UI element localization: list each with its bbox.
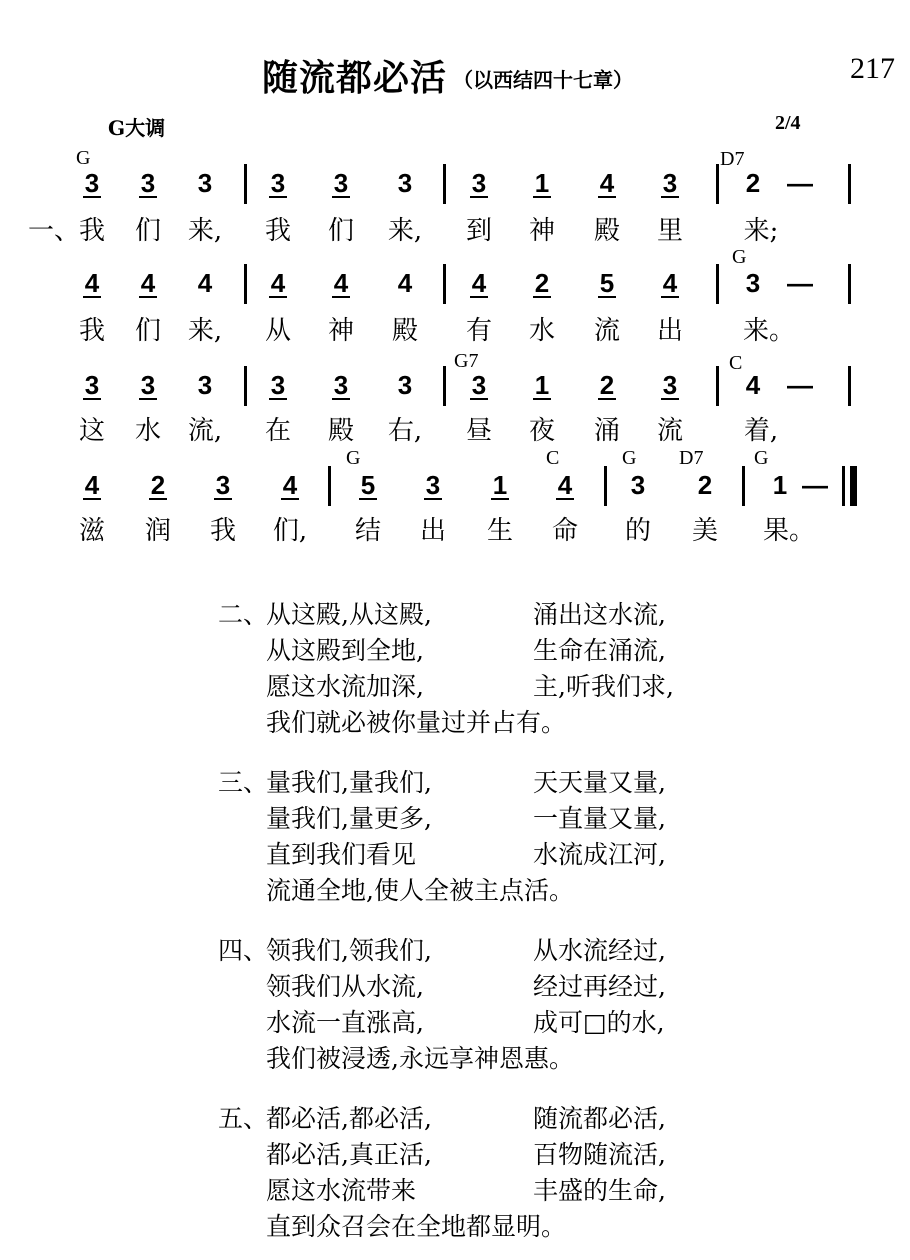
stanza-line-right: 水流成江河, bbox=[533, 840, 666, 869]
note-digit: 3 bbox=[140, 168, 156, 198]
stanza-line-right: 一直量又量, bbox=[533, 804, 666, 833]
stanza-line-left: 直到我们看见 bbox=[266, 840, 417, 869]
lyric-syllable: 夜 bbox=[528, 416, 555, 446]
lyric-syllable: 殿 bbox=[391, 316, 418, 346]
lyric-syllable: 出 bbox=[419, 516, 446, 546]
lyric-syllable: 神 bbox=[327, 316, 354, 346]
lyric-syllable: 润 bbox=[144, 516, 171, 546]
barline bbox=[848, 164, 851, 204]
jianpu-note bbox=[389, 370, 421, 400]
jianpu-note bbox=[463, 268, 495, 298]
note-digit: 3 bbox=[84, 168, 100, 198]
chord-symbol: G bbox=[76, 147, 91, 169]
stanza-line-right: 百物随流活, bbox=[533, 1140, 666, 1169]
jianpu-note bbox=[549, 470, 581, 500]
jianpu-note bbox=[526, 370, 558, 400]
jianpu-note bbox=[76, 370, 108, 400]
note-digit: 5 bbox=[599, 268, 615, 298]
sustain-dash: — bbox=[787, 268, 813, 298]
jianpu-note bbox=[132, 168, 164, 198]
stanza-number: 二、 bbox=[218, 600, 269, 629]
note-digit: 4 bbox=[140, 268, 156, 298]
jianpu-note bbox=[352, 470, 384, 500]
note-digit: 3 bbox=[471, 370, 487, 400]
note-digit: 3 bbox=[471, 168, 487, 198]
stanza-line-left: 量我们,量更多, bbox=[266, 804, 432, 833]
stanza-line-right: 经过再经过, bbox=[533, 972, 666, 1001]
jianpu-note bbox=[526, 168, 558, 198]
note-digit: 4 bbox=[599, 168, 615, 198]
note-digit: 4 bbox=[557, 470, 573, 500]
jianpu-note bbox=[142, 470, 174, 500]
time-signature: 2/4 bbox=[775, 112, 801, 134]
note-digit: 5 bbox=[360, 470, 376, 500]
final-barline-thick bbox=[850, 466, 857, 506]
sustain-dash: — bbox=[787, 370, 813, 400]
note-digit: 3 bbox=[397, 370, 413, 400]
lyric-syllable: 这 bbox=[78, 416, 105, 446]
note-digit: 2 bbox=[150, 470, 166, 500]
note-digit: 2 bbox=[697, 470, 713, 500]
jianpu-note bbox=[262, 168, 294, 198]
lyric-syllable: 的 bbox=[624, 516, 651, 546]
chord-symbol: C bbox=[546, 447, 560, 469]
note-digit: 4 bbox=[270, 268, 286, 298]
page-number: 217 bbox=[850, 52, 895, 85]
note-digit: 2 bbox=[534, 268, 550, 298]
stanza-line-right: 主,听我们求, bbox=[533, 672, 674, 701]
jianpu-note bbox=[262, 268, 294, 298]
lyric-syllable: 我 bbox=[209, 516, 236, 546]
jianpu-note bbox=[189, 168, 221, 198]
note-digit: 1 bbox=[534, 168, 550, 198]
jianpu-note bbox=[389, 268, 421, 298]
stanza-line-left: 都必活,都必活, bbox=[266, 1104, 432, 1133]
stanza-line-right: 成可□的水, bbox=[533, 1008, 665, 1037]
lyric-syllable: 流 bbox=[593, 316, 620, 346]
note-digit: 1 bbox=[492, 470, 508, 500]
stanza-number: 三、 bbox=[218, 768, 269, 797]
note-digit: 4 bbox=[333, 268, 349, 298]
jianpu-note bbox=[325, 370, 357, 400]
jianpu-note bbox=[764, 470, 796, 500]
jianpu-note bbox=[417, 470, 449, 500]
lyric-syllable: 们, bbox=[272, 516, 308, 546]
jianpu-note bbox=[654, 168, 686, 198]
lyric-syllable: 到 bbox=[465, 216, 492, 246]
lyric-syllable: 来, bbox=[187, 316, 223, 346]
stanza-line-right: 天天量又量, bbox=[533, 768, 666, 797]
chord-symbol: D7 bbox=[679, 447, 704, 469]
jianpu-note bbox=[325, 268, 357, 298]
stanza-line-right: 涌出这水流, bbox=[533, 600, 666, 629]
song-subtitle: （以西结四十七章） bbox=[453, 68, 633, 92]
jianpu-note bbox=[591, 168, 623, 198]
jianpu-note bbox=[737, 168, 769, 198]
stanza-line-right: 丰盛的生命, bbox=[533, 1176, 666, 1205]
barline bbox=[328, 466, 331, 506]
lyric-syllable: 里 bbox=[656, 216, 683, 246]
note-digit: 3 bbox=[662, 370, 678, 400]
barline bbox=[244, 264, 247, 304]
lyric-syllable: 命 bbox=[551, 516, 578, 546]
jianpu-note bbox=[591, 268, 623, 298]
jianpu-note bbox=[274, 470, 306, 500]
lyric-syllable: 我 bbox=[78, 216, 105, 246]
lyric-syllable: 水 bbox=[528, 316, 555, 346]
stanza-line-right: 随流都必活, bbox=[533, 1104, 666, 1133]
sustain-dash: — bbox=[787, 168, 813, 198]
barline bbox=[443, 366, 446, 406]
jianpu-note bbox=[132, 370, 164, 400]
lyric-syllable: 从 bbox=[264, 316, 291, 346]
stanza-number: 四、 bbox=[218, 936, 269, 965]
note-digit: 3 bbox=[333, 168, 349, 198]
stanza-line-left: 领我们从水流, bbox=[266, 972, 424, 1001]
lyric-syllable: 美 bbox=[691, 516, 718, 546]
lyric-syllable: 殿 bbox=[327, 416, 354, 446]
jianpu-note bbox=[484, 470, 516, 500]
note-digit: 3 bbox=[745, 268, 761, 298]
jianpu-note bbox=[76, 470, 108, 500]
jianpu-note bbox=[389, 168, 421, 198]
lyric-syllable: 生 bbox=[486, 516, 513, 546]
lyric-syllable: 在 bbox=[264, 416, 291, 446]
jianpu-note bbox=[76, 168, 108, 198]
stanza-line-left: 愿这水流带来 bbox=[266, 1176, 417, 1205]
chord-symbol: G7 bbox=[454, 350, 479, 372]
jianpu-note bbox=[689, 470, 721, 500]
chord-symbol: G bbox=[754, 447, 769, 469]
lyric-syllable: 水 bbox=[134, 416, 161, 446]
chord-symbol: G bbox=[346, 447, 361, 469]
stanza-line-left: 从这殿,从这殿, bbox=[266, 600, 432, 629]
jianpu-note bbox=[654, 370, 686, 400]
note-digit: 4 bbox=[662, 268, 678, 298]
lyric-syllable: 们 bbox=[134, 316, 161, 346]
lyric-syllable: 来, bbox=[187, 216, 223, 246]
barline bbox=[716, 366, 719, 406]
lyric-syllable: 们 bbox=[134, 216, 161, 246]
note-digit: 3 bbox=[215, 470, 231, 500]
lyric-syllable: 果。 bbox=[763, 516, 816, 546]
note-digit: 3 bbox=[84, 370, 100, 400]
lyric-syllable: 流 bbox=[656, 416, 683, 446]
note-digit: 4 bbox=[745, 370, 761, 400]
note-digit: 4 bbox=[84, 268, 100, 298]
verse-number: 一、 bbox=[28, 216, 81, 246]
lyric-syllable: 神 bbox=[528, 216, 555, 246]
barline bbox=[443, 164, 446, 204]
jianpu-note bbox=[207, 470, 239, 500]
note-digit: 4 bbox=[282, 470, 298, 500]
note-digit: 3 bbox=[197, 168, 213, 198]
note-digit: 2 bbox=[599, 370, 615, 400]
stanza-line-left: 我们被浸透,永远享神恩惠。 bbox=[266, 1044, 574, 1073]
stanza-line-left: 直到众召会在全地都显明。 bbox=[266, 1212, 567, 1241]
chord-symbol: C bbox=[729, 352, 743, 374]
barline bbox=[848, 366, 851, 406]
lyric-syllable: 来; bbox=[743, 216, 779, 246]
note-digit: 3 bbox=[630, 470, 646, 500]
lyric-syllable: 来, bbox=[387, 216, 423, 246]
jianpu-note bbox=[132, 268, 164, 298]
lyric-syllable: 我 bbox=[264, 216, 291, 246]
final-barline-thin bbox=[842, 466, 845, 506]
chord-symbol: D7 bbox=[720, 148, 745, 170]
barline bbox=[716, 164, 719, 204]
stanza-line-left: 愿这水流加深, bbox=[266, 672, 424, 701]
note-digit: 4 bbox=[471, 268, 487, 298]
sustain-dash: — bbox=[802, 470, 828, 500]
jianpu-note bbox=[463, 370, 495, 400]
lyric-syllable: 结 bbox=[354, 516, 381, 546]
jianpu-note bbox=[654, 268, 686, 298]
note-digit: 3 bbox=[270, 168, 286, 198]
note-digit: 2 bbox=[745, 168, 761, 198]
barline bbox=[604, 466, 607, 506]
lyric-syllable: 涌 bbox=[593, 416, 620, 446]
note-digit: 3 bbox=[270, 370, 286, 400]
lyric-syllable: 着, bbox=[743, 416, 779, 446]
jianpu-note bbox=[591, 370, 623, 400]
jianpu-note bbox=[189, 370, 221, 400]
jianpu-note bbox=[76, 268, 108, 298]
note-digit: 3 bbox=[197, 370, 213, 400]
jianpu-note bbox=[189, 268, 221, 298]
note-digit: 3 bbox=[662, 168, 678, 198]
lyric-syllable: 滋 bbox=[78, 516, 105, 546]
lyric-syllable: 右, bbox=[387, 416, 423, 446]
note-digit: 1 bbox=[772, 470, 788, 500]
lyric-syllable: 流, bbox=[187, 416, 223, 446]
stanza-number: 五、 bbox=[218, 1104, 269, 1133]
note-digit: 3 bbox=[425, 470, 441, 500]
barline bbox=[716, 264, 719, 304]
stanza-line-right: 生命在涌流, bbox=[533, 636, 666, 665]
barline bbox=[848, 264, 851, 304]
barline bbox=[244, 366, 247, 406]
key-signature: G大调 bbox=[108, 116, 166, 140]
note-digit: 1 bbox=[534, 370, 550, 400]
lyric-syllable: 殿 bbox=[593, 216, 620, 246]
note-digit: 3 bbox=[397, 168, 413, 198]
barline bbox=[742, 466, 745, 506]
song-title: 随流都必活 bbox=[262, 57, 448, 99]
jianpu-note bbox=[262, 370, 294, 400]
stanza-line-left: 都必活,真正活, bbox=[266, 1140, 432, 1169]
note-digit: 4 bbox=[397, 268, 413, 298]
stanza-line-right: 从水流经过, bbox=[533, 936, 666, 965]
jianpu-note bbox=[325, 168, 357, 198]
lyric-syllable: 来。 bbox=[743, 316, 796, 346]
stanza-line-left: 流通全地,使人全被主点活。 bbox=[266, 876, 574, 905]
chord-symbol: G bbox=[622, 447, 637, 469]
jianpu-note bbox=[622, 470, 654, 500]
lyric-syllable: 我 bbox=[78, 316, 105, 346]
note-digit: 3 bbox=[140, 370, 156, 400]
jianpu-note bbox=[463, 168, 495, 198]
barline bbox=[244, 164, 247, 204]
chord-symbol: G bbox=[732, 246, 747, 268]
jianpu-note bbox=[737, 268, 769, 298]
note-digit: 4 bbox=[84, 470, 100, 500]
note-digit: 4 bbox=[197, 268, 213, 298]
lyric-syllable: 昼 bbox=[465, 416, 492, 446]
stanza-line-left: 领我们,领我们, bbox=[266, 936, 432, 965]
barline bbox=[443, 264, 446, 304]
stanza-line-left: 我们就必被你量过并占有。 bbox=[266, 708, 567, 737]
lyric-syllable: 出 bbox=[656, 316, 683, 346]
note-digit: 3 bbox=[333, 370, 349, 400]
stanza-line-left: 从这殿到全地, bbox=[266, 636, 424, 665]
stanza-line-left: 量我们,量我们, bbox=[266, 768, 432, 797]
lyric-syllable: 有 bbox=[465, 316, 492, 346]
stanza-line-left: 水流一直涨高, bbox=[266, 1008, 424, 1037]
jianpu-note bbox=[526, 268, 558, 298]
lyric-syllable: 们 bbox=[327, 216, 354, 246]
